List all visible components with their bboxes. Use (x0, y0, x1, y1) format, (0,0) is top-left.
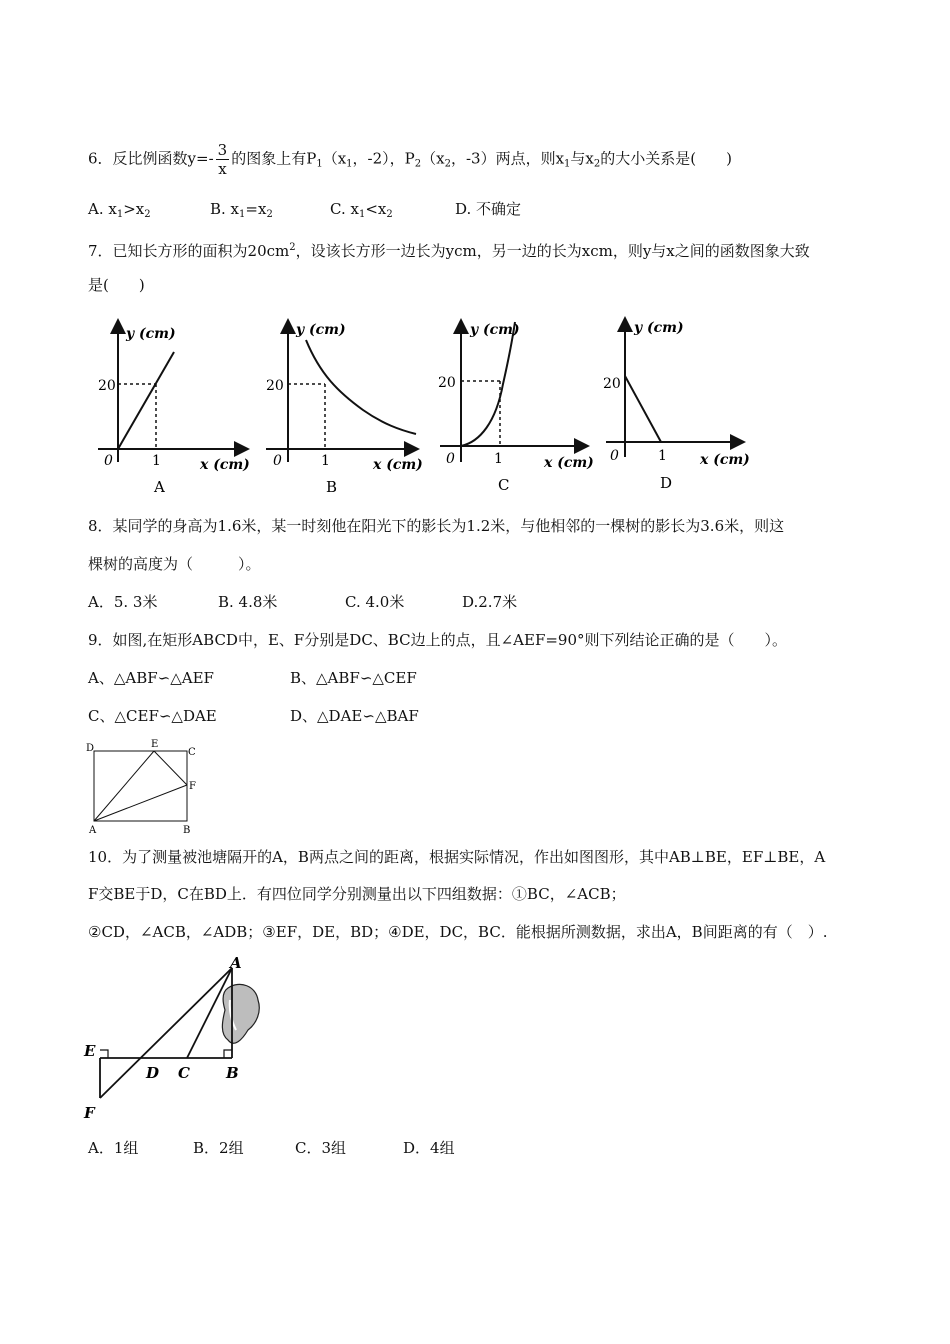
q8-option-d[interactable]: D.2.7米 (462, 593, 518, 611)
q10-pond-figure (80, 952, 270, 1132)
q7-graphs-figure (88, 312, 768, 497)
question-9: 9．如图,在矩形ABCD中，E、F分别是DC、BC边上的点，且∠AEF=90°则下列结论正确的是（ ）。 (88, 631, 788, 649)
q9-label-a: A (89, 825, 97, 836)
question-8-line-1: 8．某同学的身高为1.6米，某一时刻他在阳光下的影长为1.2米，与他相邻的一棵树的影长为3.6米，则这 (88, 517, 785, 535)
question-10-line-2: F交BE于D，C在BD上．有四位同学分别测量出以下四组数据：①BC，∠ACB； (88, 885, 626, 903)
q9-label-d: D (86, 743, 95, 754)
q6-option-a[interactable]: A. $x_1>x_2$ (88, 200, 151, 220)
graph-a-y-label: y (cm) (126, 326, 176, 342)
q9-option-b[interactable]: B、△ABF∽△CEF (290, 669, 417, 687)
graph-a-y-tick: 20 (98, 378, 116, 394)
graph-c-y-tick: 20 (438, 375, 456, 391)
graph-a-origin: 0 (104, 453, 113, 469)
q9-rectangle-figure (84, 736, 204, 836)
q9-label-c: C (188, 747, 196, 758)
graph-d-x-label: x (cm) (700, 452, 750, 468)
question-8-line-2: 棵树的高度为（ ）。 (88, 555, 261, 573)
q6-option-b[interactable]: B. $x_1=x_2$ (210, 200, 273, 220)
graph-b[interactable] (266, 320, 423, 496)
graph-c-origin: 0 (446, 451, 455, 467)
q10-label-c: C (178, 1064, 190, 1082)
graph-a[interactable] (98, 320, 250, 496)
graph-a-letter: A (154, 478, 165, 496)
graph-d[interactable] (603, 318, 750, 492)
graph-a-x-tick: 1 (152, 453, 161, 469)
graph-c[interactable] (438, 320, 594, 494)
graph-c-letter: C (498, 476, 510, 494)
graph-d-y-label: y (cm) (634, 320, 684, 336)
fraction-3-over-x: $\frac{3}{x}$ (217, 141, 228, 178)
q6-option-d[interactable]: D. 不确定 (455, 200, 522, 218)
q10-label-b: B (226, 1064, 239, 1082)
question-10-line-1: 10．为了测量被池塘隔开的A，B两点之间的距离，根据实际情况，作出如图图形，其中AB⊥BE，EF⊥BE，A (88, 848, 826, 866)
q9-option-d[interactable]: D、△DAE∽△BAF (290, 707, 419, 725)
q9-option-c[interactable]: C、△CEF∽△DAE (88, 707, 217, 725)
q9-label-f: F (189, 781, 196, 792)
q9-label-e: E (151, 739, 159, 750)
q10-option-d[interactable]: D．4组 (403, 1139, 455, 1157)
graph-d-x-tick: 1 (658, 448, 667, 464)
q8-option-b[interactable]: B. 4.8米 (218, 593, 278, 611)
q10-label-e: E (84, 1042, 96, 1060)
q10-option-c[interactable]: C．3组 (295, 1139, 347, 1157)
question-7-line-1: 7．已知长方形的面积为$20cm^2$，设该长方形一边长为ycm，另一边的长为xcm，则y与x之间的函数图象大致 (88, 242, 810, 260)
graph-c-y-label: y (cm) (470, 322, 520, 338)
pond-shape (222, 984, 259, 1043)
graph-d-y-tick: 20 (603, 376, 621, 392)
graph-b-x-label: x (cm) (373, 457, 423, 473)
question-7-line-2: 是( ) (88, 276, 145, 294)
graph-c-x-tick: 1 (494, 451, 503, 467)
graph-a-x-label: x (cm) (200, 457, 250, 473)
q9-option-a[interactable]: A、△ABF∽△AEF (88, 669, 214, 687)
q10-option-b[interactable]: B．2组 (193, 1139, 244, 1157)
graph-b-y-tick: 20 (266, 378, 284, 394)
q9-label-b: B (183, 825, 191, 836)
graph-c-x-label: x (cm) (544, 455, 594, 471)
graph-d-origin: 0 (610, 448, 619, 464)
q10-label-f: F (84, 1104, 95, 1122)
q10-label-d: D (146, 1064, 160, 1082)
q8-option-c[interactable]: C. 4.0米 (345, 593, 405, 611)
graph-b-x-tick: 1 (321, 453, 330, 469)
q6-option-c[interactable]: C. $x_1<x_2$ (330, 200, 393, 220)
question-6: 6．反比例函数y=- $\frac{3}{x}$ 的图象上有$P_1(x_1$，-2），$P_2(x_2$，-3）两点，则$x_1$与$x_2$的大小关系是( ) (88, 141, 732, 178)
q10-option-a[interactable]: A．1组 (88, 1139, 139, 1157)
graph-b-origin: 0 (273, 453, 282, 469)
question-10-line-3: ②CD，∠ACB，∠ADB；③EF，DE，BD；④DE，DC，BC．能根据所测数据，求出A，B间距离的有（ ）. (88, 923, 828, 941)
graph-b-y-label: y (cm) (296, 322, 346, 338)
graph-b-letter: B (326, 478, 338, 496)
q8-option-a[interactable]: A．5. 3米 (88, 593, 158, 611)
graph-d-letter: D (660, 474, 673, 492)
q10-label-a: A (230, 954, 242, 972)
